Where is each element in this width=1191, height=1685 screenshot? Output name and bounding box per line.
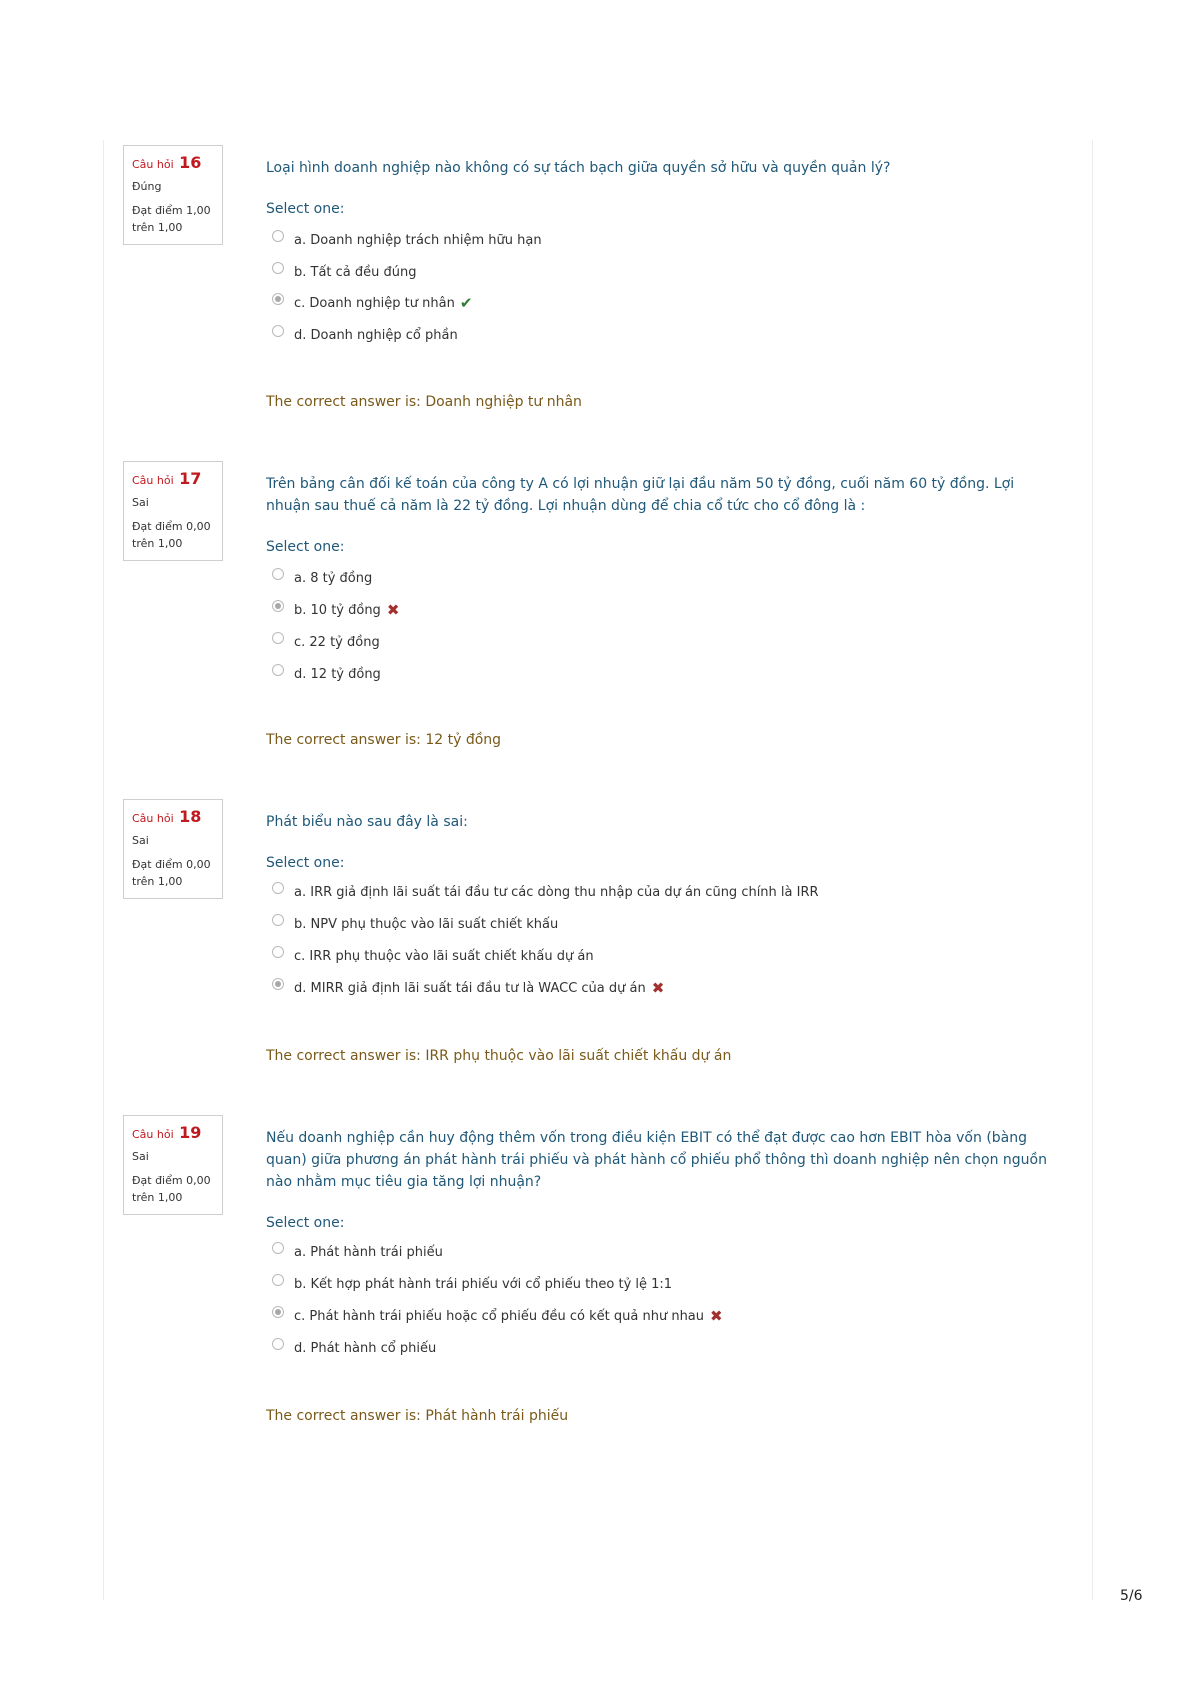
radio-button-selected[interactable]: [272, 978, 284, 990]
answer-option[interactable]: d. 12 tỷ đồng: [272, 663, 381, 685]
question-info-box: [123, 1115, 223, 1215]
question-grade: Đạt điểm 1,00 trên 1,00: [132, 204, 211, 234]
answer-option[interactable]: c. Phát hành trái phiếu hoặc cổ phiếu đều có kết quả như nhau ✖: [272, 1305, 723, 1327]
page-number: 5/6: [1120, 1588, 1143, 1604]
correct-answer: The correct answer is: IRR phụ thuộc vào lãi suất chiết khấu dự án: [266, 1048, 732, 1064]
radio-button[interactable]: [272, 632, 284, 644]
question-state: Sai: [132, 496, 149, 509]
cross-icon: ✖: [710, 1307, 723, 1325]
question-text: Phát biểu nào sau đây là sai:: [266, 814, 468, 830]
radio-button[interactable]: [272, 914, 284, 926]
question-grade: Đạt điểm 0,00 trên 1,00: [132, 858, 211, 888]
question-info-box: [123, 145, 223, 245]
answer-option[interactable]: d. Doanh nghiệp cổ phần: [272, 324, 458, 346]
page-frame: [103, 140, 1093, 1600]
radio-button[interactable]: [272, 1338, 284, 1350]
answer-option[interactable]: a. IRR giả định lãi suất tái đầu tư các dòng thu nhập của dự án cũng chính là IRR: [272, 881, 819, 903]
question-content: [266, 473, 1051, 748]
question-state: Sai: [132, 834, 149, 847]
question-number: Câu hỏi 17: [132, 469, 202, 488]
question-number: Câu hỏi 19: [132, 1123, 202, 1142]
cross-icon: ✖: [386, 601, 400, 619]
correct-answer: The correct answer is: 12 tỷ đồng: [266, 732, 502, 748]
question-number: Câu hỏi 18: [132, 807, 202, 826]
radio-button-selected[interactable]: [272, 293, 284, 305]
answer-option[interactable]: b. 10 tỷ đồng ✖: [272, 599, 399, 621]
question-grade: Đạt điểm 0,00 trên 1,00: [132, 520, 211, 550]
cross-icon: ✖: [651, 979, 665, 997]
answer-option[interactable]: a. 8 tỷ đồng: [272, 567, 372, 589]
correct-answer: The correct answer is: Doanh nghiệp tư nhân: [266, 394, 582, 410]
radio-button-selected[interactable]: [272, 1306, 284, 1318]
radio-button[interactable]: [272, 1274, 284, 1286]
select-one-label: Select one:: [266, 201, 345, 217]
radio-button[interactable]: [272, 230, 284, 242]
radio-button[interactable]: [272, 325, 284, 337]
question-grade: Đạt điểm 0,00 trên 1,00: [132, 1174, 211, 1204]
question-state: Sai: [132, 1150, 149, 1163]
question-content: [266, 1127, 1051, 1424]
answer-option[interactable]: a. Doanh nghiệp trách nhiệm hữu hạn: [272, 229, 542, 251]
answer-option[interactable]: c. Doanh nghiệp tư nhân ✔: [272, 292, 472, 314]
radio-button[interactable]: [272, 664, 284, 676]
answer-option[interactable]: b. Tất cả đều đúng: [272, 261, 417, 283]
question-text: Loại hình doanh nghiệp nào không có sự tách bạch giữa quyền sở hữu và quyền quản lý?: [266, 160, 891, 176]
radio-button[interactable]: [272, 262, 284, 274]
question-content: [266, 157, 1051, 410]
question-number: Câu hỏi 16: [132, 153, 202, 172]
question-text: Trên bảng cân đối kế toán của công ty A có lợi nhuận giữ lại đầu năm 50 tỷ đồng, cuối năm 60 tỷ đồng. Lợi nhuận sau thuế cả năm là 22 tỷ đồng. Lợi nhuận dùng để chia cổ tức cho cổ đông là :: [266, 476, 1015, 514]
answer-option[interactable]: c. IRR phụ thuộc vào lãi suất chiết khấu dự án: [272, 945, 594, 967]
select-one-label: Select one:: [266, 539, 345, 555]
question-info-box: [123, 799, 223, 899]
select-one-label: Select one:: [266, 855, 345, 871]
answer-option[interactable]: b. NPV phụ thuộc vào lãi suất chiết khấu: [272, 913, 558, 935]
answer-option[interactable]: d. MIRR giả định lãi suất tái đầu tư là WACC của dự án ✖: [272, 977, 664, 999]
correct-answer: The correct answer is: Phát hành trái phiếu: [266, 1408, 569, 1424]
answer-option[interactable]: b. Kết hợp phát hành trái phiếu với cổ phiếu theo tỷ lệ 1:1: [272, 1273, 672, 1295]
question-state: Đúng: [132, 180, 162, 193]
answer-option[interactable]: a. Phát hành trái phiếu: [272, 1241, 443, 1263]
answer-option[interactable]: c. 22 tỷ đồng: [272, 631, 380, 653]
select-one-label: Select one:: [266, 1215, 345, 1231]
check-icon: ✔: [459, 294, 473, 312]
question-content: [266, 811, 1051, 1064]
question-text: Nếu doanh nghiệp cần huy động thêm vốn trong điều kiện EBIT có thể đạt được cao hơn EBIT hòa vốn (bàng quan) giữa phương án phát hành trái phiếu và phát hành cổ phiếu phổ thông thì doanh nghiệp nên chọn nguồn nào nhằm mục tiêu gia tăng lợi nhuận?: [266, 1130, 1047, 1190]
radio-button[interactable]: [272, 882, 284, 894]
radio-button-selected[interactable]: [272, 600, 284, 612]
radio-button[interactable]: [272, 946, 284, 958]
answer-option[interactable]: d. Phát hành cổ phiếu: [272, 1337, 436, 1359]
radio-button[interactable]: [272, 568, 284, 580]
question-info-box: [123, 461, 223, 561]
radio-button[interactable]: [272, 1242, 284, 1254]
